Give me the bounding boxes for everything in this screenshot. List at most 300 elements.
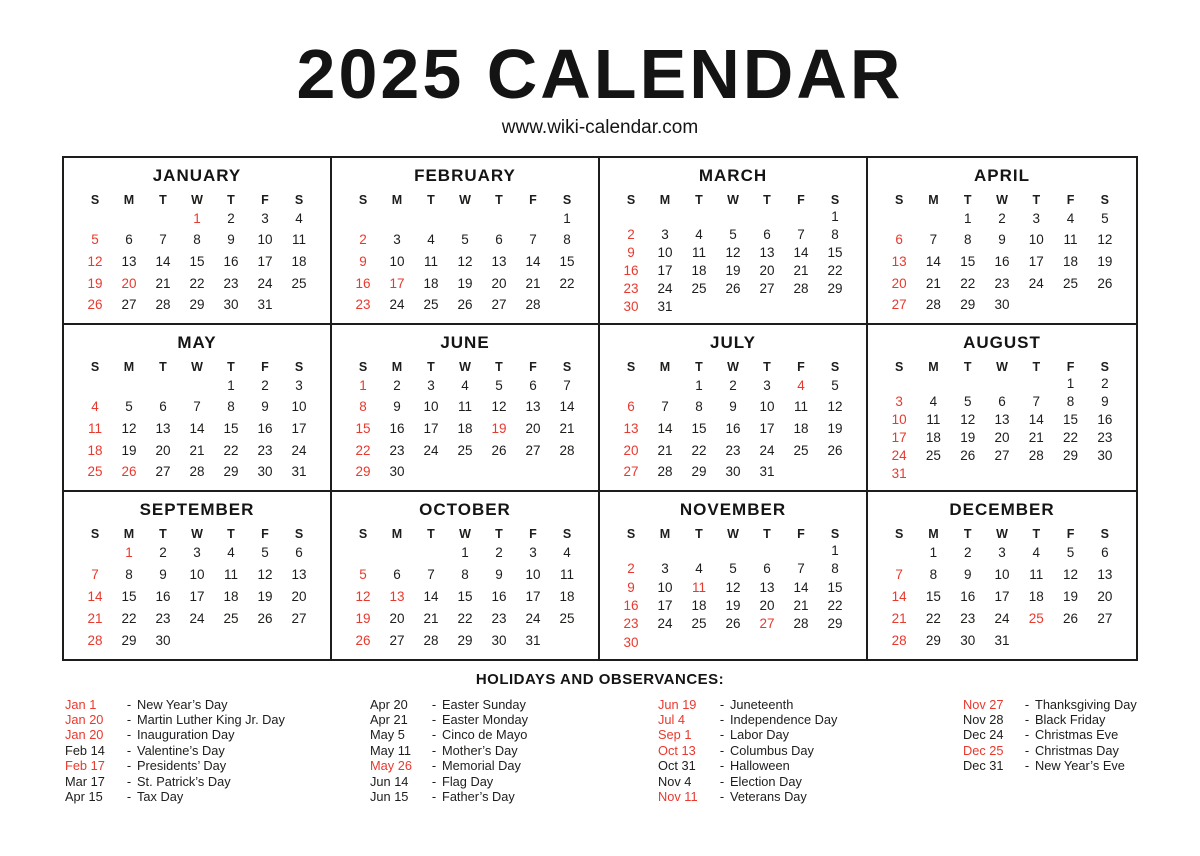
day-march-10: 10 [657,245,673,260]
weekday-header: W [191,192,203,207]
weekday-header: T [695,526,703,541]
holiday-date: Apr 21 [370,711,408,727]
day-july-3: 3 [763,377,771,393]
day-january-13: 13 [121,253,137,269]
day-february-7: 7 [529,232,537,248]
day-june-16: 16 [389,420,405,436]
day-february-23: 23 [355,297,371,313]
weekday-header: S [1100,526,1110,541]
dash-separator: - [719,742,725,758]
day-december-27: 27 [1097,611,1113,626]
day-january-3: 3 [261,210,269,226]
day-march-27: 27 [759,281,775,296]
day-july-29: 29 [691,464,707,480]
holidays-columns [65,697,1157,805]
day-october-14: 14 [423,589,439,604]
day-may-18: 18 [87,442,103,458]
weekday-header: M [928,359,939,374]
day-july-18: 18 [793,420,809,436]
day-july-6: 6 [627,399,635,415]
day-january-31: 31 [257,297,273,313]
dates-may [78,375,316,483]
month-march [600,158,868,325]
day-september-3: 3 [193,545,201,560]
holiday-name: Independence Day [730,711,838,727]
day-july-13: 13 [623,420,639,436]
day-february-22: 22 [559,275,575,291]
day-february-3: 3 [393,232,401,248]
day-january-14: 14 [155,253,171,269]
day-april-20: 20 [891,275,907,291]
day-february-13: 13 [491,253,507,269]
day-november-21: 21 [793,598,809,614]
day-august-22: 22 [1063,430,1079,445]
day-november-9: 9 [627,579,635,595]
month-title-july: JULY [710,332,756,352]
day-august-3: 3 [895,394,903,409]
day-february-14: 14 [525,253,541,269]
day-may-17: 17 [291,420,307,436]
day-november-3: 3 [661,561,669,577]
day-december-31: 31 [994,633,1010,648]
day-june-24: 24 [423,442,439,458]
day-january-30: 30 [223,297,239,313]
day-april-29: 29 [960,297,976,313]
holiday-date: Oct 31 [658,758,696,774]
day-april-14: 14 [925,253,941,269]
day-february-6: 6 [495,232,503,248]
month-january [64,158,332,325]
holiday-item [658,774,963,789]
day-september-2: 2 [159,545,167,560]
weekday-header: S [626,359,636,374]
day-november-19: 19 [725,598,741,614]
dates-august [882,375,1122,483]
holiday-item [370,727,658,742]
day-june-6: 6 [529,377,537,393]
day-october-28: 28 [423,633,439,648]
weekday-header: S [562,192,572,207]
day-december-25: 25 [1028,611,1044,626]
holiday-item [65,697,370,712]
day-june-30: 30 [389,464,405,480]
weekday-header-row [882,360,1122,374]
holiday-name: Juneteenth [730,696,794,712]
day-march-25: 25 [691,281,707,296]
day-june-4: 4 [461,377,469,393]
weekday-header-row [882,527,1122,541]
day-may-15: 15 [223,420,239,436]
day-september-19: 19 [257,589,273,604]
day-october-3: 3 [529,545,537,560]
weekday-header: S [1100,359,1110,374]
day-january-24: 24 [257,275,273,291]
weekday-header: T [159,359,167,374]
day-may-6: 6 [159,399,167,415]
day-july-23: 23 [725,442,741,458]
holiday-item [963,697,1157,712]
day-may-24: 24 [291,442,307,458]
weekday-header-row [614,527,852,541]
day-january-17: 17 [257,253,273,269]
day-april-12: 12 [1097,232,1113,248]
dash-separator: - [126,727,132,743]
day-july-21: 21 [657,442,673,458]
day-june-15: 15 [355,420,371,436]
weekday-header: S [626,192,636,207]
day-december-22: 22 [925,611,941,626]
day-july-15: 15 [691,420,707,436]
day-june-17: 17 [423,420,439,436]
day-december-11: 11 [1029,567,1044,582]
day-july-1: 1 [695,377,703,393]
day-october-9: 9 [495,567,503,582]
dash-separator: - [126,742,132,758]
day-march-3: 3 [661,227,669,242]
day-may-14: 14 [189,420,205,436]
weekday-header: S [358,526,368,541]
day-march-20: 20 [759,263,775,278]
day-july-31: 31 [759,464,775,480]
holiday-date: Nov 4 [658,773,692,789]
day-june-22: 22 [355,442,371,458]
holiday-date: Jan 20 [65,711,104,727]
holiday-date: Jan 20 [65,727,104,743]
holiday-name: Father’s Day [442,788,515,804]
holiday-name: Christmas Day [1035,742,1119,758]
day-december-29: 29 [925,633,941,648]
dash-separator: - [431,711,437,727]
dates-october [346,542,584,652]
day-november-29: 29 [827,616,843,632]
weekday-header: M [123,192,135,207]
day-august-25: 25 [925,448,941,463]
day-may-5: 5 [125,399,133,415]
day-june-1: 1 [359,377,367,393]
day-june-26: 26 [491,442,507,458]
dates-july [614,375,852,483]
weekday-header: T [227,526,235,541]
day-july-11: 11 [793,399,808,415]
dates-june [346,375,584,483]
day-september-4: 4 [227,545,235,560]
weekday-header: M [928,192,939,207]
dash-separator: - [1024,758,1030,774]
day-september-8: 8 [125,567,133,582]
day-january-2: 2 [227,210,235,226]
day-march-16: 16 [623,263,639,278]
holiday-item [658,727,963,742]
day-may-31: 31 [291,464,307,480]
day-december-24: 24 [994,611,1010,626]
holiday-date: Jun 15 [370,788,409,804]
day-december-4: 4 [1032,545,1041,560]
day-june-3: 3 [427,377,435,393]
day-april-22: 22 [960,275,976,291]
day-january-8: 8 [193,232,201,248]
day-march-14: 14 [793,245,809,260]
day-july-12: 12 [827,399,843,415]
day-november-14: 14 [793,579,809,595]
day-october-10: 10 [525,567,541,582]
day-april-30: 30 [994,297,1010,313]
day-november-30: 30 [623,634,639,650]
dash-separator: - [431,788,437,804]
day-january-6: 6 [125,232,133,248]
day-april-5: 5 [1101,210,1109,226]
dash-separator: - [719,758,725,774]
day-december-16: 16 [960,589,976,604]
day-september-17: 17 [189,589,205,604]
weekday-header-row [78,360,316,374]
dates-march [614,208,852,316]
holiday-name: Memorial Day [442,758,521,774]
day-february-28: 28 [525,297,541,313]
weekday-header: M [391,192,403,207]
day-december-14: 14 [891,589,907,604]
dash-separator: - [1024,727,1030,743]
day-september-5: 5 [261,545,269,560]
day-june-13: 13 [525,399,541,415]
day-august-18: 18 [925,430,941,445]
dash-separator: - [719,696,725,712]
holiday-name: Valentine’s Day [137,742,225,758]
day-december-20: 20 [1097,589,1113,604]
day-august-19: 19 [960,430,976,445]
day-march-17: 17 [657,263,673,278]
day-march-9: 9 [627,245,635,260]
holiday-name: Labor Day [730,727,790,743]
month-may [64,325,332,492]
day-october-26: 26 [355,633,371,648]
weekday-header: W [191,526,203,541]
day-may-2: 2 [261,377,269,393]
weekday-header-row [882,193,1122,207]
weekday-header: S [1100,192,1110,207]
day-may-19: 19 [121,442,137,458]
day-may-29: 29 [223,464,239,480]
day-may-28: 28 [189,464,205,480]
dash-separator: - [126,773,132,789]
dash-separator: - [126,758,132,774]
month-september [64,492,332,659]
day-march-26: 26 [725,281,741,296]
weekday-header: W [996,192,1008,207]
day-june-25: 25 [457,442,473,458]
day-november-23: 23 [623,616,639,632]
day-may-12: 12 [121,420,137,436]
weekday-header: S [894,359,904,374]
day-january-22: 22 [189,275,205,291]
day-march-7: 7 [797,227,805,242]
day-october-29: 29 [457,633,473,648]
day-november-1: 1 [831,543,839,559]
holiday-item [963,743,1157,758]
day-september-13: 13 [291,567,307,582]
weekday-header: F [261,526,269,541]
holiday-name: Black Friday [1035,711,1106,727]
holiday-item [658,743,963,758]
holiday-name: Flag Day [442,773,494,789]
weekday-header: T [427,359,435,374]
day-february-19: 19 [457,275,473,291]
weekday-header: T [695,192,703,207]
day-july-14: 14 [657,420,673,436]
day-march-24: 24 [657,281,673,296]
day-october-23: 23 [491,611,507,626]
holiday-date: Apr 20 [370,696,408,712]
holiday-name: New Year’s Eve [1035,758,1125,774]
day-october-7: 7 [427,567,435,582]
weekday-header: T [763,192,771,207]
day-april-21: 21 [925,275,941,291]
weekday-header: T [427,192,435,207]
weekday-header-row [78,527,316,541]
dash-separator: - [1024,711,1030,727]
day-april-4: 4 [1066,210,1075,226]
day-january-12: 12 [87,253,103,269]
day-november-26: 26 [725,616,741,632]
day-october-21: 21 [423,611,439,626]
holiday-date: May 5 [370,727,405,743]
holidays-heading: HOLIDAYS AND OBSERVANCES: [475,670,725,688]
weekday-header: W [459,359,471,374]
month-title-november: NOVEMBER [679,499,787,519]
day-january-25: 25 [291,275,307,291]
day-august-28: 28 [1028,448,1044,463]
month-title-october: OCTOBER [419,499,511,519]
day-october-19: 19 [355,611,371,626]
month-title-august: AUGUST [963,332,1041,352]
month-title-april: APRIL [974,165,1030,185]
day-february-20: 20 [491,275,507,291]
day-march-1: 1 [831,209,839,224]
holiday-date: Oct 13 [658,742,696,758]
weekday-header: T [159,192,167,207]
day-september-9: 9 [159,567,167,582]
day-november-2: 2 [627,561,635,577]
day-april-10: 10 [1028,232,1044,248]
day-october-15: 15 [457,589,473,604]
day-february-2: 2 [359,232,367,248]
day-november-16: 16 [623,598,639,614]
day-april-27: 27 [891,297,907,313]
day-august-15: 15 [1063,412,1079,427]
holiday-name: Veterans Day [730,788,807,804]
day-december-7: 7 [895,567,903,582]
holiday-item [658,789,963,804]
holiday-item [963,758,1157,773]
dates-november [614,542,852,652]
day-december-9: 9 [963,567,972,582]
day-august-1: 1 [1066,376,1075,391]
day-february-1: 1 [563,210,571,226]
day-july-19: 19 [827,420,843,436]
day-april-2: 2 [998,210,1006,226]
day-january-11: 11 [291,232,306,248]
day-january-4: 4 [295,210,303,226]
dash-separator: - [1024,742,1030,758]
day-november-20: 20 [759,598,775,614]
month-december [868,492,1136,659]
weekday-header: S [562,526,572,541]
holiday-date: Nov 11 [658,788,698,804]
day-august-31: 31 [891,466,907,481]
day-july-25: 25 [793,442,809,458]
day-august-2: 2 [1101,376,1109,391]
day-july-17: 17 [759,420,775,436]
weekday-header: S [894,192,904,207]
day-october-24: 24 [525,611,541,626]
weekday-header: T [227,359,235,374]
dash-separator: - [719,773,725,789]
day-september-27: 27 [291,611,307,626]
dash-separator: - [431,758,437,774]
holiday-item [370,774,658,789]
day-april-11: 11 [1063,232,1078,248]
weekday-header-row [346,360,584,374]
holiday-date: Sep 1 [658,727,692,743]
holiday-column-1 [65,697,370,805]
weekday-header: W [996,359,1008,374]
day-november-12: 12 [725,579,741,595]
day-march-18: 18 [691,263,707,278]
weekday-header: S [358,192,368,207]
month-title-june: JUNE [440,332,490,352]
dates-september [78,542,316,652]
month-august [868,325,1136,492]
day-july-5: 5 [831,377,839,393]
holiday-date: Feb 14 [65,742,105,758]
day-august-17: 17 [891,430,907,445]
dates-april [882,208,1122,316]
holiday-name: Mother’s Day [442,742,518,758]
holiday-name: Martin Luther King Jr. Day [137,711,285,727]
day-december-19: 19 [1063,589,1079,604]
day-june-18: 18 [457,420,473,436]
weekday-header: T [1032,192,1041,207]
holiday-column-4 [963,697,1157,774]
day-november-27: 27 [759,616,775,632]
day-may-20: 20 [155,442,171,458]
day-may-16: 16 [257,420,273,436]
day-december-2: 2 [963,545,972,560]
day-january-27: 27 [121,297,137,313]
day-april-24: 24 [1028,275,1044,291]
day-may-10: 10 [291,399,307,415]
day-april-13: 13 [891,253,907,269]
day-october-17: 17 [525,589,541,604]
day-september-10: 10 [189,567,205,582]
weekday-header: T [1032,359,1041,374]
holiday-item [370,743,658,758]
day-july-26: 26 [827,442,843,458]
day-november-17: 17 [657,598,673,614]
weekday-header: M [391,359,403,374]
day-january-18: 18 [291,253,307,269]
holiday-name: Columbus Day [730,742,814,758]
month-october [332,492,600,659]
day-august-6: 6 [998,394,1006,409]
month-april [868,158,1136,325]
holiday-column-2 [370,697,658,805]
day-june-23: 23 [389,442,405,458]
weekday-header: S [626,526,636,541]
weekday-header: M [659,192,671,207]
day-january-26: 26 [87,297,103,313]
holiday-date: Jan 1 [65,696,97,712]
holiday-name: Cinco de Mayo [442,727,528,743]
